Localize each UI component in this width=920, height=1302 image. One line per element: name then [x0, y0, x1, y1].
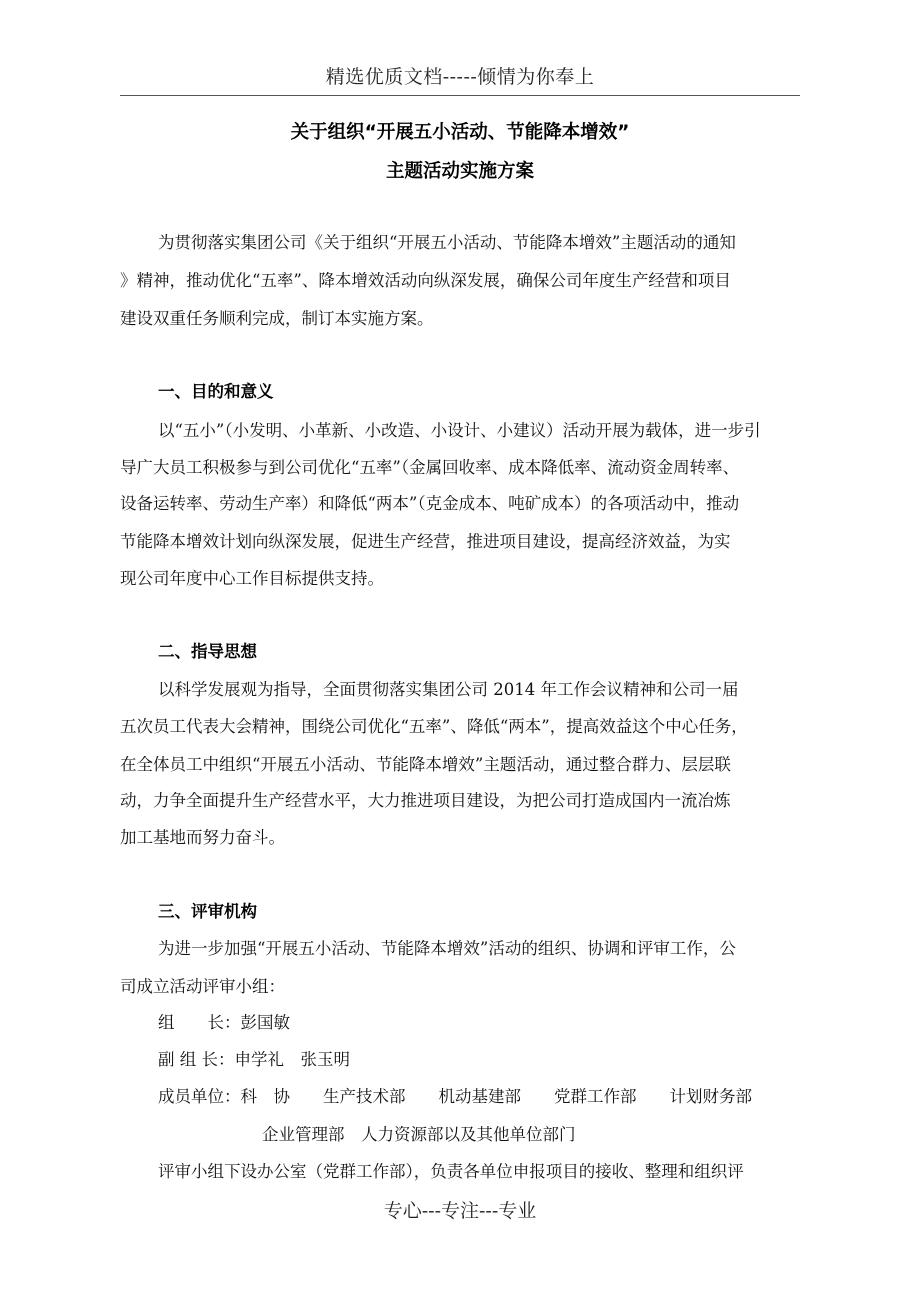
section-2-heading: 二、指导思想 — [158, 642, 257, 661]
section-3-line: 司成立活动评审小组： — [120, 977, 285, 996]
section-3-heading: 三、评审机构 — [158, 902, 257, 921]
section-2-line: 在全体员工中组织“开展五小活动、节能降本增效”主题活动，通过整合群力、层层联 — [120, 755, 731, 774]
document-title-line-2: 主题活动实施方案 — [385, 161, 534, 182]
section-1-line: 设备运转率、劳动生产率）和降低“两本”（克金成本、吨矿成本）的各项活动中，推动 — [120, 494, 740, 513]
page-header: 精选优质文档-----倾情为你奉上 — [325, 66, 595, 88]
page-footer: 专心---专注---专业 — [383, 1200, 537, 1222]
intro-line: 为贯彻落实集团公司《关于组织“开展五小活动、节能降本增效”主题活动的通知 — [158, 233, 736, 252]
section-1-line: 导广大员工积极参与到公司优化“五率”（金属回收率、成本降低率、流动资金周转率、 — [120, 458, 740, 477]
section-2-line: 加工基地而努力奋斗。 — [120, 828, 285, 847]
intro-line: 》精神，推动优化“五率”、降本增效活动向纵深发展，确保公司年度生产经营和项目 — [120, 271, 731, 290]
member-units-line-continued: 企业管理部 人力资源部以及其他单位部门 — [262, 1125, 576, 1144]
header-divider — [120, 95, 800, 96]
intro-line: 建设双重任务顺利完成，制订本实施方案。 — [120, 309, 434, 328]
deputy-leader-line: 副 组 长：申学礼 张玉明 — [158, 1050, 350, 1069]
section-2-line: 动，力争全面提升生产经营水平，大力推进项目建设，为把公司打造成国内一流冶炼 — [120, 791, 731, 810]
section-3-line: 为进一步加强“开展五小活动、节能降本增效”活动的组织、协调和评审工作，公 — [158, 939, 736, 958]
review-office-line: 评审小组下设办公室（党群工作部），负责各单位申报项目的接收、整理和组织评 — [158, 1162, 744, 1181]
section-1-line: 节能降本增效计划向纵深发展，促进生产经营，推进项目建设，提高经济效益，为实 — [120, 532, 731, 551]
section-1-line: 现公司年度中心工作目标提供支持。 — [120, 569, 384, 588]
section-2-line: 五次员工代表大会精神，围绕公司优化“五率”、降低“两本”，提高效益这个中心任务， — [120, 717, 748, 736]
section-1-heading: 一、目的和意义 — [158, 382, 274, 401]
group-leader-line: 组 长：彭国敏 — [158, 1013, 290, 1032]
member-units-line: 成员单位：科 协 生产技术部 机动基建部 党群工作部 计划财务部 — [158, 1087, 752, 1106]
section-1-line: 以“五小”（小发明、小革新、小改造、小设计、小建议）活动开展为载体，进一步引 — [158, 421, 761, 440]
section-2-line: 以科学发展观为指导，全面贯彻落实集团公司 2014 年工作会议精神和公司一届 — [158, 680, 739, 699]
document-title-line-1: 关于组织“开展五小活动、节能降本增效” — [290, 122, 630, 143]
